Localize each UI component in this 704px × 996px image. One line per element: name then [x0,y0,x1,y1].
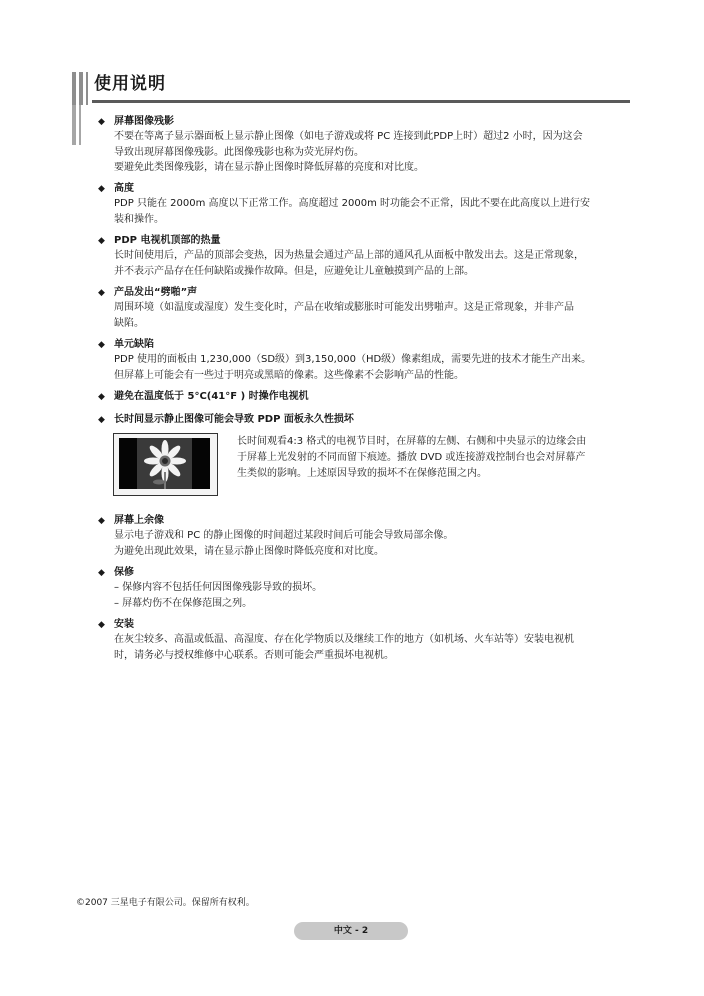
body-line: PDP 使用的面板由 1,230,000（SD级）到3,150,000（HD级）像素组成，需要先进的技术才能生产出来。 [114,354,592,365]
header-bar [72,72,76,105]
bullet-diamond-icon: ◆ [98,620,105,630]
section-title: 屏幕图像残影 [114,116,174,127]
bullet-diamond-icon: ◆ [98,516,105,526]
body-line: 装和操作。 [114,213,164,225]
body-line: 但屏幕上可能会有一些过于明亮或黑暗的像素。这些像素不会影响产品的性能。 [114,369,464,381]
body-line: 并不表示产品存在任何缺陷或操作故障。但是，应避免让儿童触摸到产品的上部。 [114,265,474,277]
body-line: 缺陷。 [114,317,144,329]
bullet-diamond-icon: ◆ [98,184,105,194]
body-line: 生类似的影响。上述原因导致的损坏不在保修范围之内。 [237,468,487,479]
section-screen-image-retention [98,115,638,176]
section-title: 保修 [114,567,134,578]
body-line: PDP 只能在 2000m 高度以下正常工作。高度超过 2000m 时功能会不正常，因此不要在此高度以上进行安 [114,198,591,209]
section-cell-defect [98,338,638,383]
body-line: 周围环境（如温度或湿度）发生变化时，产品在收缩或膨胀时可能发出劈啪声。这是正常现象，并非产品 [114,302,574,313]
section-title: 高度 [114,183,134,194]
section-altitude [98,182,638,227]
copyright-text: ©2007 三星电子有限公司。保留所有权利。 [76,898,255,908]
body-line: 显示电子游戏和 PC 的静止图像的时间超过某段时间后可能会导致局部余像。 [114,530,454,541]
section-burn-in-warning [98,413,638,427]
section-warranty [98,566,638,611]
bullet-diamond-icon: ◆ [98,117,105,127]
section-title: 屏幕上余像 [114,515,164,526]
section-installation [98,618,638,663]
body-line: 时，请务必与授权维修中心联系。否则可能会严重损坏电视机。 [114,649,394,661]
body-line: 长时间使用后，产品的顶部会变热，因为热量会通过产品上部的通风孔从面板中散发出去。这是正常现象， [114,250,584,261]
section-top-heat [98,234,638,279]
flower-image [119,438,210,489]
bullet-diamond-icon: ◆ [98,340,105,350]
section-title: 避免在温度低于 5°C(41°F ) 时操作电视机 [114,391,309,402]
page-title: 使用说明 [94,74,166,94]
section-cracking-sound [98,286,638,331]
bullet-diamond-icon: ◆ [98,236,105,246]
body-line: 在灰尘较多、高温或低温、高湿度、存在化学物质以及继续工作的地方（如机场、火车站等）安装电视机 [114,634,574,645]
body-line: – 保修内容不包括任何因图像残影导致的损坏。 [114,582,323,593]
header-bar [72,105,76,145]
header-bar [86,72,88,105]
body-line: 导致出现屏幕图像残影。此图像残影也称为荧光屏灼伤。 [114,146,364,158]
section-title: PDP 电视机顶部的热量 [114,235,221,246]
bullet-diamond-icon: ◆ [98,288,105,298]
body-line: 为避免出现此效果，请在显示静止图像时降低亮度和对比度。 [114,545,384,557]
section-low-temperature [98,390,638,404]
body-line: – 屏幕灼伤不在保修范围之列。 [114,597,253,609]
section-title: 安装 [114,619,134,630]
header-bar [79,72,83,105]
burn-in-description [237,434,586,482]
section-title: 长时间显示静止图像可能会导致 PDP 面板永久性损坏 [114,414,354,425]
burn-in-illustration [113,433,218,496]
flower-icon [119,438,210,489]
section-title: 单元缺陷 [114,339,154,350]
section-title: 产品发出“劈啪”声 [114,287,198,298]
body-line: 于屏幕上光发射的不同而留下痕迹。播放 DVD 或连接游戏控制台也会对屏幕产 [237,452,586,463]
header-bar [79,105,81,145]
body-line: 不要在等离子显示器面板上显示静止图像（如电子游戏或将 PC 连接到此PDP上时）超过2 小时，因为这会 [114,131,583,142]
bullet-diamond-icon: ◆ [98,415,105,425]
title-rule [92,100,630,103]
bullet-diamond-icon: ◆ [98,392,105,402]
body-line: 长时间观看4:3 格式的电视节目时，在屏幕的左侧、右侧和中央显示的边缘会由 [237,436,587,447]
page-number: 中文 - 2 [294,922,408,940]
section-afterimage [98,514,638,559]
body-line: 要避免此类图像残影，请在显示静止图像时降低屏幕的亮度和对比度。 [114,162,424,173]
bullet-diamond-icon: ◆ [98,568,105,578]
